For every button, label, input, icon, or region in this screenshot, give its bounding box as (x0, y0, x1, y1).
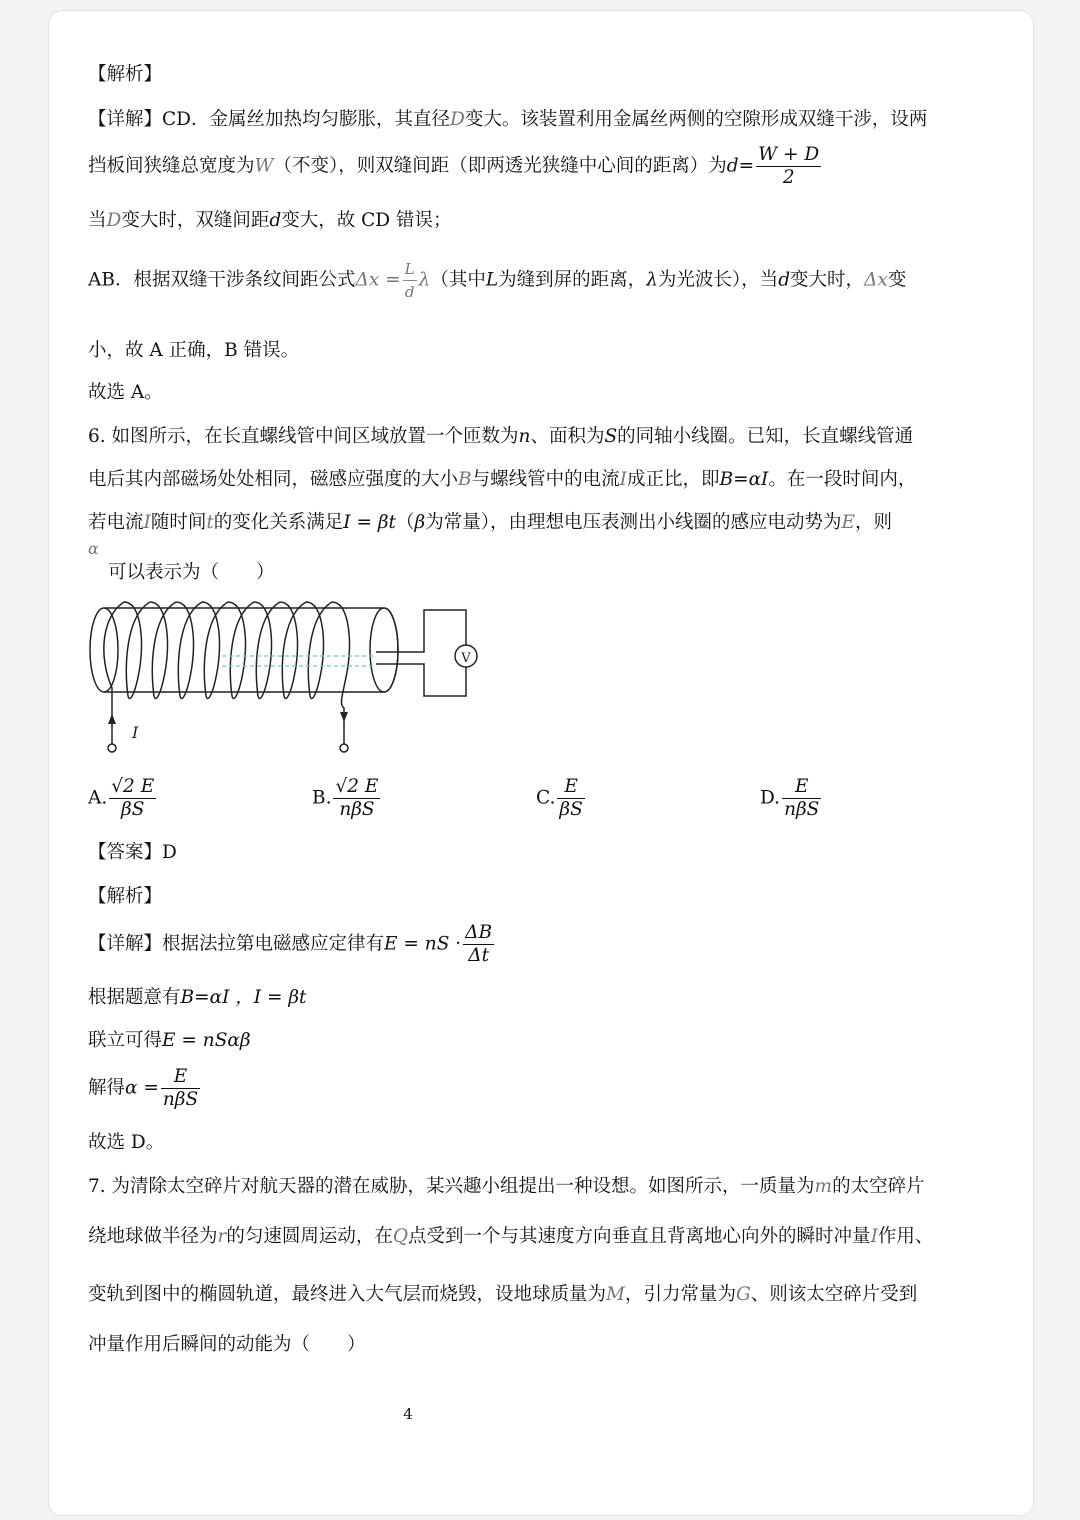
option-c: C. $\frac{E}{\beta S}$ (536, 776, 583, 820)
detail-line-3: 当D变大时，双缝间距d变大，故 CD 错误； (88, 210, 452, 231)
detail-line-2: 挡板间狭缝总宽度为W（不变），则双缝间距（即两透光狭缝中心间的距离）为d= $\frac{W + D}{2}$ (88, 144, 820, 188)
question-6-line-3: 若电流I随时间t的变化关系满足I = βt（β为常量），由理想电压表测出小线圈的感应电动势为E，则 (88, 512, 893, 533)
question-6-alpha: α (88, 539, 99, 558)
detail-line-1: 【详解】CD．金属丝加热均匀膨胀，其直径D变大。该装置利用金属丝两侧的空隙形成双缝干涉，设两 (88, 109, 928, 130)
solution-line-5: 故选 D。 (88, 1132, 165, 1153)
solution-line-2: 根据题意有B=αI ，I = βt (88, 987, 307, 1008)
fraction-d: $\frac{W + D}{2}$ (758, 144, 820, 188)
solenoid-coils (104, 602, 350, 744)
solution-line-3: 联立可得E = nSαβ (88, 1030, 251, 1051)
solenoid-right-end (370, 608, 398, 692)
terminal-left (108, 744, 116, 752)
question-7-line-2: 绕地球做半径为r的匀速圆周运动，在Q点受到一个与其速度方向垂直且背离地心向外的瞬时冲量I作用、 (88, 1226, 934, 1247)
current-label: I (132, 723, 139, 742)
question-6-line-2: 电后其内部磁场处处相同，磁感应强度的大小B与螺线管中的电流I成正比，即B=αI。在一段时间内， (88, 469, 917, 490)
question-7-line-3: 变轨到图中的椭圆轨道，最终进入大气层而烧毁，设地球质量为M，引力常量为G、则该太空碎片受到 (88, 1284, 918, 1305)
solenoid-figure (84, 596, 484, 760)
page-number: 4 (403, 1405, 413, 1423)
option-b: B. $\frac{√2 E}{\text{nβS}}$ (312, 776, 379, 820)
current-arrow-up (108, 714, 116, 724)
voltmeter-circuit (376, 610, 466, 696)
detail-line-4: AB．根据双缝干涉条纹间距公式Δx = $\frac{L}{d}$ λ（其中L为缝到屏的距离，λ为光波长），当d变大时，Δx变 (88, 260, 907, 301)
solution-line-4: 解得α = $\frac{E}{\text{nβS}}$ (88, 1066, 199, 1110)
option-d: D. $\frac{E}{\text{nβS}}$ (760, 776, 820, 820)
voltmeter-label: V (461, 651, 471, 666)
solenoid-body (104, 608, 398, 692)
option-a: A. $\frac{√2 E}{\beta S}$ (88, 776, 155, 820)
answer: 【答案】D (88, 842, 177, 863)
solution-line-1: 【详解】根据法拉第电磁感应定律有E = nS · $\frac{\Delta B}{\Delta t}$ (88, 922, 493, 966)
current-arrow-down (340, 712, 348, 722)
terminal-right (340, 744, 348, 752)
question-6-line-4: 可以表示为（ ） (108, 562, 275, 583)
detail-line-6: 故选 A。 (88, 382, 163, 403)
section-analysis-2: 【解析】 (88, 886, 163, 907)
fraction-l-d: $\frac{L}{d}$ (404, 260, 415, 301)
section-analysis: 【解析】 (88, 64, 163, 85)
question-6-line-1: 6. 如图所示，在长直螺线管中间区域放置一个匝数为n、面积为S的同轴小线圈。已知，长直螺线管通 (88, 426, 914, 447)
question-7-line-1: 7. 为清除太空碎片对航天器的潜在威胁，某兴趣小组提出一种设想。如图所示，一质量为m的太空碎片 (88, 1176, 925, 1197)
detail-line-5: 小，故 A 正确，B 错误。 (88, 340, 300, 361)
question-7-line-4: 冲量作用后瞬间的动能为（ ） (88, 1334, 366, 1355)
